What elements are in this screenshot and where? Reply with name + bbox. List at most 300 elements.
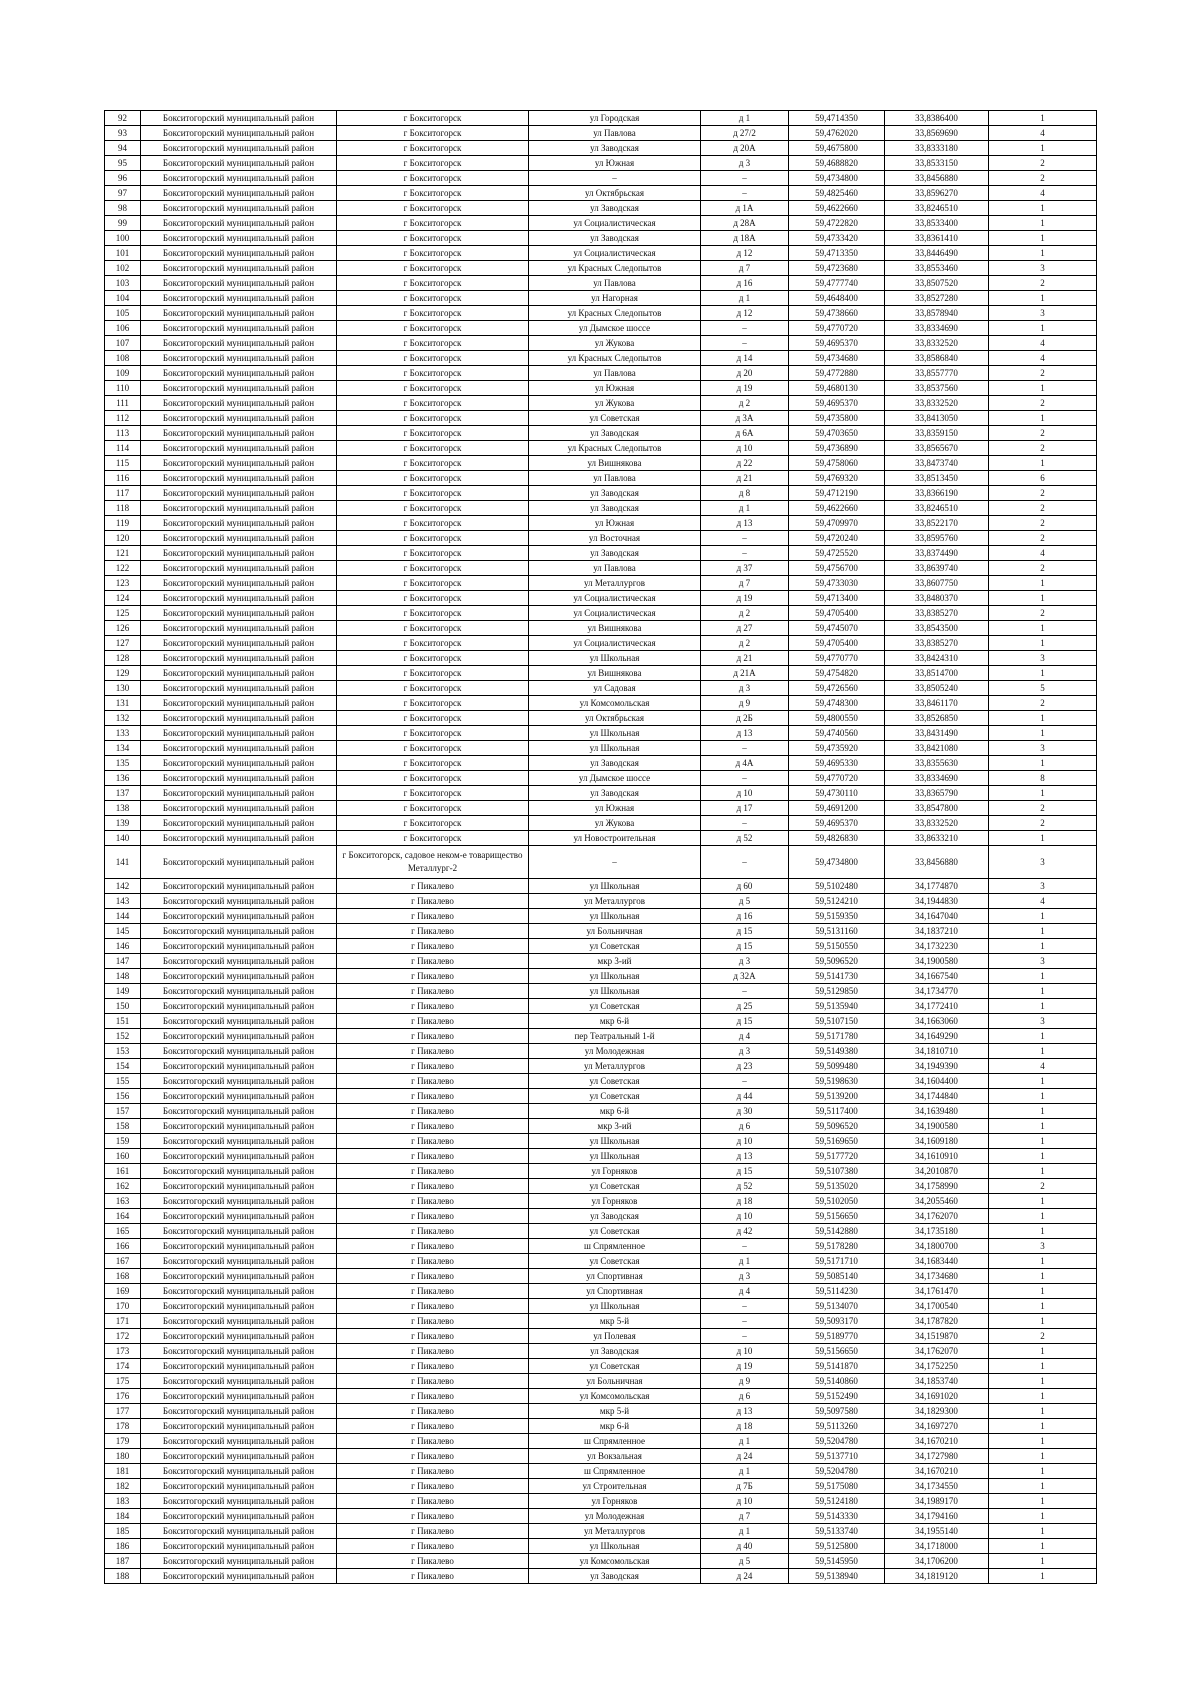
cell-street: ул Новостроительная	[529, 831, 701, 846]
cell-locality: г Бокситогорск	[337, 561, 529, 576]
cell-house: д 52	[701, 1179, 789, 1194]
cell-longitude: 34,1700540	[885, 1299, 989, 1314]
cell-row-number: 175	[105, 1374, 141, 1389]
cell-locality: г Бокситогорск	[337, 666, 529, 681]
cell-row-number: 123	[105, 576, 141, 591]
table-row	[105, 741, 1097, 756]
cell-locality: г Пикалево	[337, 1209, 529, 1224]
cell-count: 2	[989, 366, 1097, 381]
cell-street: ул Павлова	[529, 276, 701, 291]
table-row	[105, 366, 1097, 381]
cell-district: Бокситогорский муниципальный район	[141, 1134, 337, 1149]
cell-count: 1	[989, 1029, 1097, 1044]
cell-house: д 52	[701, 831, 789, 846]
cell-street: ул Заводская	[529, 756, 701, 771]
cell-locality: г Бокситогорск	[337, 111, 529, 126]
table-row	[105, 621, 1097, 636]
cell-longitude: 34,1989170	[885, 1494, 989, 1509]
cell-count: 1	[989, 1509, 1097, 1524]
cell-latitude: 59,4648400	[789, 291, 885, 306]
cell-house: д 15	[701, 1164, 789, 1179]
cell-district: Бокситогорский муниципальный район	[141, 786, 337, 801]
cell-locality: г Бокситогорск	[337, 141, 529, 156]
cell-street: ул Социалистическая	[529, 591, 701, 606]
cell-locality: г Пикалево	[337, 1434, 529, 1449]
cell-locality: г Бокситогорск	[337, 651, 529, 666]
cell-row-number: 102	[105, 261, 141, 276]
table-row	[105, 831, 1097, 846]
cell-house: д 20А	[701, 141, 789, 156]
cell-count: 1	[989, 456, 1097, 471]
cell-house: –	[701, 741, 789, 756]
cell-row-number: 120	[105, 531, 141, 546]
cell-longitude: 34,1732230	[885, 939, 989, 954]
cell-house: д 14	[701, 351, 789, 366]
cell-locality: г Бокситогорск	[337, 801, 529, 816]
table-row	[105, 1404, 1097, 1419]
cell-count: 1	[989, 1404, 1097, 1419]
cell-count: 1	[989, 999, 1097, 1014]
cell-latitude: 59,4800550	[789, 711, 885, 726]
cell-row-number: 148	[105, 969, 141, 984]
table-row	[105, 351, 1097, 366]
cell-row-number: 113	[105, 426, 141, 441]
table-row	[105, 771, 1097, 786]
cell-house: –	[701, 546, 789, 561]
cell-row-number: 134	[105, 741, 141, 756]
cell-latitude: 59,5138940	[789, 1569, 885, 1584]
cell-row-number: 162	[105, 1179, 141, 1194]
cell-count: 1	[989, 711, 1097, 726]
cell-street: ул Городская	[529, 111, 701, 126]
cell-count: 1	[989, 1104, 1097, 1119]
cell-house: д 5	[701, 894, 789, 909]
cell-row-number: 149	[105, 984, 141, 999]
cell-locality: г Бокситогорск	[337, 306, 529, 321]
cell-latitude: 59,4688820	[789, 156, 885, 171]
cell-street: ул Заводская	[529, 486, 701, 501]
table-row	[105, 1449, 1097, 1464]
table-row	[105, 411, 1097, 426]
cell-house: д 10	[701, 786, 789, 801]
cell-count: 2	[989, 441, 1097, 456]
cell-house: д 1	[701, 291, 789, 306]
cell-longitude: 33,8461170	[885, 696, 989, 711]
cell-district: Бокситогорский муниципальный район	[141, 621, 337, 636]
cell-house: д 9	[701, 696, 789, 711]
cell-row-number: 97	[105, 186, 141, 201]
cell-locality: г Пикалево	[337, 1074, 529, 1089]
cell-latitude: 59,4734800	[789, 171, 885, 186]
cell-longitude: 34,1758990	[885, 1179, 989, 1194]
cell-locality: г Пикалево	[337, 909, 529, 924]
cell-longitude: 34,1604400	[885, 1074, 989, 1089]
cell-latitude: 59,4770720	[789, 321, 885, 336]
cell-longitude: 34,1853740	[885, 1374, 989, 1389]
cell-latitude: 59,4736890	[789, 441, 885, 456]
cell-street: ул Южная	[529, 156, 701, 171]
cell-longitude: 34,1955140	[885, 1524, 989, 1539]
cell-latitude: 59,5156650	[789, 1209, 885, 1224]
cell-row-number: 115	[105, 456, 141, 471]
cell-longitude: 33,8246510	[885, 201, 989, 216]
cell-house: д 18	[701, 1419, 789, 1434]
cell-longitude: 33,8557770	[885, 366, 989, 381]
table-row	[105, 111, 1097, 126]
cell-street: ул Школьная	[529, 879, 701, 894]
cell-house: д 1А	[701, 201, 789, 216]
cell-street: ул Советская	[529, 1254, 701, 1269]
cell-house: д 7	[701, 1509, 789, 1524]
cell-district: Бокситогорский муниципальный район	[141, 1344, 337, 1359]
cell-count: 3	[989, 954, 1097, 969]
cell-district: Бокситогорский муниципальный район	[141, 591, 337, 606]
table-row	[105, 426, 1097, 441]
cell-house: д 15	[701, 1014, 789, 1029]
cell-house: д 3	[701, 156, 789, 171]
cell-street: –	[529, 846, 701, 879]
cell-latitude: 59,5177720	[789, 1149, 885, 1164]
cell-longitude: 33,8533150	[885, 156, 989, 171]
cell-longitude: 34,1697270	[885, 1419, 989, 1434]
table-row	[105, 606, 1097, 621]
cell-locality: г Пикалево	[337, 1449, 529, 1464]
cell-row-number: 121	[105, 546, 141, 561]
cell-longitude: 33,8507520	[885, 276, 989, 291]
cell-house: д 18	[701, 1194, 789, 1209]
cell-latitude: 59,4703650	[789, 426, 885, 441]
cell-locality: г Пикалево	[337, 1299, 529, 1314]
cell-row-number: 92	[105, 111, 141, 126]
cell-row-number: 172	[105, 1329, 141, 1344]
cell-longitude: 34,1649290	[885, 1029, 989, 1044]
cell-latitude: 59,4770720	[789, 771, 885, 786]
cell-longitude: 33,8386400	[885, 111, 989, 126]
table-row	[105, 816, 1097, 831]
table-row	[105, 1179, 1097, 1194]
table-row	[105, 441, 1097, 456]
table-row	[105, 321, 1097, 336]
cell-street: ш Спрямленное	[529, 1464, 701, 1479]
cell-district: Бокситогорский муниципальный район	[141, 681, 337, 696]
cell-longitude: 33,8633210	[885, 831, 989, 846]
cell-count: 2	[989, 606, 1097, 621]
cell-row-number: 139	[105, 816, 141, 831]
table-row	[105, 726, 1097, 741]
cell-row-number: 94	[105, 141, 141, 156]
cell-row-number: 127	[105, 636, 141, 651]
cell-latitude: 59,4695370	[789, 816, 885, 831]
table-row	[105, 1074, 1097, 1089]
cell-locality: г Бокситогорск	[337, 186, 529, 201]
cell-street: ул Школьная	[529, 1134, 701, 1149]
table-row	[105, 1494, 1097, 1509]
table-row	[105, 954, 1097, 969]
cell-locality: г Бокситогорск	[337, 216, 529, 231]
cell-street: ул Заводская	[529, 501, 701, 516]
cell-street: мкр 3-ий	[529, 1119, 701, 1134]
cell-longitude: 34,1670210	[885, 1434, 989, 1449]
cell-house: д 1	[701, 1254, 789, 1269]
cell-row-number: 93	[105, 126, 141, 141]
table-row	[105, 381, 1097, 396]
cell-locality: г Пикалево	[337, 1314, 529, 1329]
cell-count: 1	[989, 1209, 1097, 1224]
cell-row-number: 178	[105, 1419, 141, 1434]
cell-district: Бокситогорский муниципальный район	[141, 1044, 337, 1059]
cell-latitude: 59,4777740	[789, 276, 885, 291]
cell-latitude: 59,5171710	[789, 1254, 885, 1269]
cell-latitude: 59,4738660	[789, 306, 885, 321]
cell-district: Бокситогорский муниципальный район	[141, 1479, 337, 1494]
cell-house: д 7Б	[701, 1479, 789, 1494]
cell-longitude: 33,8424310	[885, 651, 989, 666]
cell-district: Бокситогорский муниципальный район	[141, 879, 337, 894]
table-row	[105, 246, 1097, 261]
cell-row-number: 106	[105, 321, 141, 336]
cell-longitude: 34,2010870	[885, 1164, 989, 1179]
cell-house: д 10	[701, 1209, 789, 1224]
cell-house: д 15	[701, 924, 789, 939]
cell-row-number: 168	[105, 1269, 141, 1284]
cell-count: 1	[989, 246, 1097, 261]
cell-house: д 3	[701, 681, 789, 696]
cell-locality: г Пикалево	[337, 1479, 529, 1494]
cell-district: Бокситогорский муниципальный район	[141, 741, 337, 756]
cell-count: 1	[989, 1119, 1097, 1134]
cell-district: Бокситогорский муниципальный район	[141, 426, 337, 441]
cell-longitude: 33,8332520	[885, 396, 989, 411]
cell-latitude: 59,4825460	[789, 186, 885, 201]
cell-longitude: 34,1706200	[885, 1554, 989, 1569]
cell-count: 1	[989, 1254, 1097, 1269]
table-row	[105, 636, 1097, 651]
cell-house: д 22	[701, 456, 789, 471]
cell-latitude: 59,4713400	[789, 591, 885, 606]
cell-latitude: 59,4722820	[789, 216, 885, 231]
cell-street: ул Садовая	[529, 681, 701, 696]
cell-district: Бокситогорский муниципальный район	[141, 1209, 337, 1224]
cell-street: ул Полевая	[529, 1329, 701, 1344]
cell-count: 1	[989, 1314, 1097, 1329]
cell-locality: г Бокситогорск	[337, 126, 529, 141]
table-row	[105, 1269, 1097, 1284]
cell-latitude: 59,4680130	[789, 381, 885, 396]
cell-street: ул Заводская	[529, 426, 701, 441]
cell-longitude: 34,1519870	[885, 1329, 989, 1344]
table-row	[105, 546, 1097, 561]
cell-longitude: 33,8586840	[885, 351, 989, 366]
cell-locality: г Пикалево	[337, 1554, 529, 1569]
cell-locality: г Пикалево	[337, 1344, 529, 1359]
table-row	[105, 336, 1097, 351]
cell-row-number: 173	[105, 1344, 141, 1359]
cell-locality: г Бокситогорск	[337, 741, 529, 756]
cell-house: –	[701, 321, 789, 336]
table-row	[105, 486, 1097, 501]
cell-locality: г Пикалево	[337, 879, 529, 894]
table-row	[105, 1569, 1097, 1584]
cell-district: Бокситогорский муниципальный район	[141, 201, 337, 216]
cell-count: 1	[989, 621, 1097, 636]
cell-latitude: 59,5107150	[789, 1014, 885, 1029]
cell-latitude: 59,5085140	[789, 1269, 885, 1284]
cell-count: 4	[989, 894, 1097, 909]
cell-count: 1	[989, 1044, 1097, 1059]
cell-street: ул Металлургов	[529, 576, 701, 591]
cell-row-number: 166	[105, 1239, 141, 1254]
cell-longitude: 33,8246510	[885, 501, 989, 516]
cell-house: д 24	[701, 1449, 789, 1464]
cell-district: Бокситогорский муниципальный район	[141, 231, 337, 246]
cell-district: Бокситогорский муниципальный район	[141, 846, 337, 879]
table-row	[105, 516, 1097, 531]
table-row	[105, 1524, 1097, 1539]
cell-house: д 12	[701, 306, 789, 321]
cell-count: 2	[989, 801, 1097, 816]
cell-street: ул Больничная	[529, 1374, 701, 1389]
cell-locality: г Пикалево	[337, 999, 529, 1014]
cell-district: Бокситогорский муниципальный район	[141, 1119, 337, 1134]
cell-row-number: 176	[105, 1389, 141, 1404]
cell-latitude: 59,5152490	[789, 1389, 885, 1404]
cell-locality: г Бокситогорск	[337, 381, 529, 396]
cell-row-number: 130	[105, 681, 141, 696]
cell-district: Бокситогорский муниципальный район	[141, 336, 337, 351]
cell-district: Бокситогорский муниципальный район	[141, 366, 337, 381]
cell-locality: г Пикалево	[337, 1329, 529, 1344]
cell-count: 1	[989, 1524, 1097, 1539]
cell-longitude: 33,8595760	[885, 531, 989, 546]
cell-district: Бокситогорский муниципальный район	[141, 651, 337, 666]
cell-longitude: 33,8522170	[885, 516, 989, 531]
cell-row-number: 188	[105, 1569, 141, 1584]
cell-street: ул Заводская	[529, 1209, 701, 1224]
cell-locality: г Бокситогорск	[337, 546, 529, 561]
cell-row-number: 132	[105, 711, 141, 726]
cell-row-number: 171	[105, 1314, 141, 1329]
cell-street: ул Советская	[529, 939, 701, 954]
cell-count: 2	[989, 171, 1097, 186]
cell-count: 3	[989, 651, 1097, 666]
cell-district: Бокситогорский муниципальный район	[141, 141, 337, 156]
cell-house: –	[701, 816, 789, 831]
cell-longitude: 33,8361410	[885, 231, 989, 246]
cell-locality: г Пикалево	[337, 1374, 529, 1389]
cell-longitude: 34,1744840	[885, 1089, 989, 1104]
cell-count: 1	[989, 591, 1097, 606]
cell-row-number: 151	[105, 1014, 141, 1029]
cell-locality: г Бокситогорск	[337, 636, 529, 651]
cell-district: Бокситогорский муниципальный район	[141, 396, 337, 411]
cell-row-number: 143	[105, 894, 141, 909]
cell-latitude: 59,5133740	[789, 1524, 885, 1539]
cell-longitude: 34,1691020	[885, 1389, 989, 1404]
cell-longitude: 34,1609180	[885, 1134, 989, 1149]
cell-row-number: 157	[105, 1104, 141, 1119]
cell-locality: г Бокситогорск	[337, 276, 529, 291]
cell-longitude: 33,8513450	[885, 471, 989, 486]
cell-locality: г Пикалево	[337, 939, 529, 954]
cell-street: ул Заводская	[529, 546, 701, 561]
cell-street: ул Спортивная	[529, 1269, 701, 1284]
cell-street: ул Нагорная	[529, 291, 701, 306]
cell-row-number: 131	[105, 696, 141, 711]
cell-street: мкр 6-й	[529, 1014, 701, 1029]
cell-house: д 13	[701, 726, 789, 741]
table-row	[105, 1044, 1097, 1059]
cell-longitude: 34,1735180	[885, 1224, 989, 1239]
cell-longitude: 33,8480370	[885, 591, 989, 606]
table-row	[105, 1194, 1097, 1209]
cell-count: 2	[989, 1179, 1097, 1194]
cell-row-number: 126	[105, 621, 141, 636]
cell-latitude: 59,5107380	[789, 1164, 885, 1179]
cell-latitude: 59,4622660	[789, 201, 885, 216]
cell-row-number: 174	[105, 1359, 141, 1374]
cell-locality: г Пикалево	[337, 1014, 529, 1029]
cell-locality: г Пикалево	[337, 1389, 529, 1404]
cell-row-number: 154	[105, 1059, 141, 1074]
cell-locality: г Пикалево	[337, 984, 529, 999]
cell-house: –	[701, 1239, 789, 1254]
cell-longitude: 34,1772410	[885, 999, 989, 1014]
cell-row-number: 159	[105, 1134, 141, 1149]
cell-house: д 10	[701, 441, 789, 456]
cell-locality: г Пикалево	[337, 1524, 529, 1539]
table-row	[105, 1284, 1097, 1299]
cell-count: 1	[989, 1134, 1097, 1149]
cell-latitude: 59,5198630	[789, 1074, 885, 1089]
cell-count: 3	[989, 306, 1097, 321]
table-row	[105, 231, 1097, 246]
cell-locality: г Бокситогорск	[337, 261, 529, 276]
table-row	[105, 576, 1097, 591]
cell-count: 1	[989, 1494, 1097, 1509]
cell-house: –	[701, 1299, 789, 1314]
cell-count: 1	[989, 1449, 1097, 1464]
cell-longitude: 33,8543500	[885, 621, 989, 636]
table-row	[105, 1119, 1097, 1134]
cell-house: –	[701, 1314, 789, 1329]
cell-street: ул Горняков	[529, 1164, 701, 1179]
cell-latitude: 59,5102050	[789, 1194, 885, 1209]
cell-street: ул Комсомольская	[529, 696, 701, 711]
cell-district: Бокситогорский муниципальный район	[141, 801, 337, 816]
cell-count: 3	[989, 741, 1097, 756]
cell-count: 1	[989, 1149, 1097, 1164]
cell-latitude: 59,5175080	[789, 1479, 885, 1494]
cell-locality: г Пикалево	[337, 1539, 529, 1554]
cell-count: 1	[989, 1434, 1097, 1449]
cell-house: д 37	[701, 561, 789, 576]
cell-district: Бокситогорский муниципальный район	[141, 711, 337, 726]
cell-house: д 28А	[701, 216, 789, 231]
cell-house: д 23	[701, 1059, 789, 1074]
cell-house: д 21	[701, 651, 789, 666]
cell-street: ул Строительная	[529, 1479, 701, 1494]
cell-house: д 4	[701, 1029, 789, 1044]
table-row	[105, 171, 1097, 186]
cell-locality: г Бокситогорск	[337, 456, 529, 471]
cell-row-number: 109	[105, 366, 141, 381]
cell-house: д 13	[701, 1149, 789, 1164]
cell-count: 1	[989, 381, 1097, 396]
cell-row-number: 182	[105, 1479, 141, 1494]
cell-latitude: 59,4762020	[789, 126, 885, 141]
cell-house: д 6	[701, 1119, 789, 1134]
cell-count: 1	[989, 1464, 1097, 1479]
